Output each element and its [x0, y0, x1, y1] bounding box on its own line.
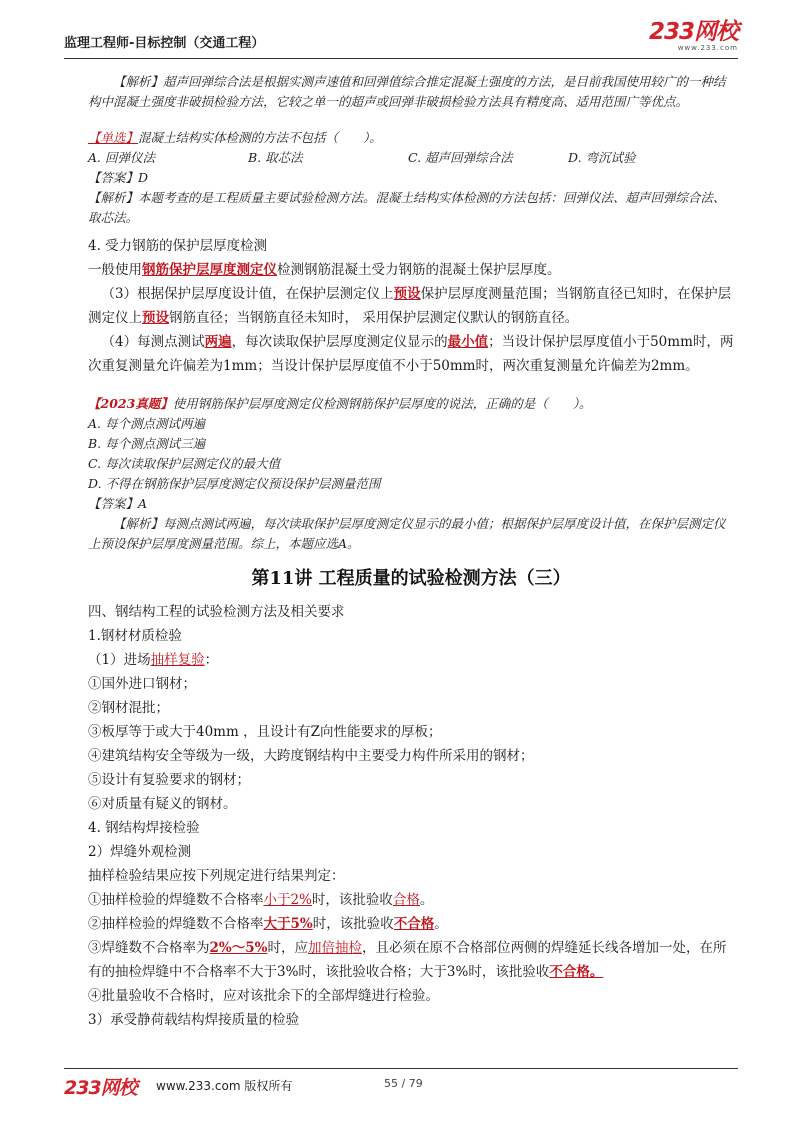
options-row: [88, 148, 734, 168]
highlight-term: 大于5%: [263, 916, 313, 932]
highlight-term: 预设: [142, 310, 169, 326]
option-d: D. 弯沉试验: [568, 150, 636, 165]
section-heading: 4. 受力钢筋的保护层厚度检测: [88, 238, 268, 254]
subsection-heading: 1.钢材材质检验: [88, 628, 182, 644]
highlight-term: 合格: [392, 892, 420, 908]
analysis-paragraph: 【解析】超声回弹综合法是根据实测声速值和回弹值综合推定混凝土强度的方法，是目前我国使用较广的一种结构中混凝土强度非破损检验方法，它较之单一的超声或回弹非破损检验方法具有精度高、适用范围广等优点。: [88, 74, 726, 109]
subsection-heading: 2）焊缝外观检测: [88, 844, 192, 860]
answer: 【答案】D: [88, 170, 149, 185]
highlight-term: 最小值: [447, 334, 489, 350]
paragraph: （1）进场抽样复验：: [88, 652, 219, 668]
option-a: A. 每个测点测试两遍: [88, 416, 205, 431]
logo-url: www.233.com: [677, 44, 738, 52]
logo-text: 233网校: [648, 19, 738, 45]
paragraph: 抽样检验结果应按下列规定进行结果判定：: [88, 868, 345, 884]
list-item: ③板厚等于或大于40mm ，且设计有Z向性能要求的厚板；: [88, 724, 442, 740]
highlight-term: 抽样复验: [150, 652, 205, 668]
analysis: 【解析】本题考查的是工程质量主要试验检测方法。混凝土结构实体检测的方法包括：回弹仪法、超声回弹综合法、取芯法。: [88, 190, 726, 225]
rule-item: ④批量验收不合格时，应对该批余下的全部焊缝进行检验。: [88, 988, 439, 1004]
subsection-heading: 3）承受静荷载结构焊接质量的检验: [88, 1012, 300, 1028]
subsection-heading: 4. 钢结构焊接检验: [88, 820, 200, 836]
highlight-term: 钢筋保护层厚度测定仪: [142, 262, 277, 278]
list-item: ①国外进口钢材；: [88, 676, 196, 692]
brand-logo: [649, 20, 738, 53]
question-tag: 【单选】: [88, 130, 139, 145]
question-single-choice: [88, 128, 734, 228]
footer-logo: 233网校: [64, 1077, 137, 1099]
analysis: 【解析】每测点测试两遍，每次读取保护层厚度测定仪显示的最小值；根据保护层厚度设计值，在保护层测定仪上预设保护层厚度测量范围。综上，本题应选A。: [88, 516, 726, 551]
question-stem: 混凝土结构实体检测的方法不包括（ ）。: [138, 130, 382, 145]
option-b: B. 每个测点测试三遍: [88, 436, 206, 451]
section-heading: 四、钢结构工程的试验检测方法及相关要求: [88, 604, 345, 620]
rule-item: ③焊缝数不合格率为2%～5%时，应加倍抽检，且必须在原不合格部位两侧的焊缝延长线各增加一处，在所有的抽检焊缝中不合格率不大于3%时，该批验收合格；大于3%时，该批验收不合格。: [88, 940, 727, 980]
page-header: [64, 20, 738, 59]
highlight-term: 不合格。: [549, 964, 604, 980]
highlight-term: 预设: [393, 286, 421, 302]
page-content: [88, 72, 734, 1032]
option-a: A. 回弹仪法: [88, 150, 155, 165]
option-c: C. 超声回弹综合法: [408, 150, 513, 165]
document-title: 监理工程师-目标控制（交通工程）: [64, 36, 265, 51]
rule-item: ②抽样检验的焊缝数不合格率大于5%时，该批验收不合格。: [88, 916, 448, 932]
paragraph: （4）每测点测试两遍，每次读取保护层厚度测定仪显示的最小值；当设计保护层厚度值小于50mm时，两次重复测量允许偏差为1mm；当设计保护层厚度值不小于50mm时，两次重复测量允许偏差为2mm。: [88, 334, 734, 374]
paragraph: 一般使用钢筋保护层厚度测定仪检测钢筋混凝土受力钢筋的混凝土保护层厚度。: [88, 262, 561, 278]
list-item: ⑥对质量有疑义的钢材。: [88, 796, 237, 812]
copyright-text: www.233.com 版权所有: [156, 1079, 293, 1093]
list-item: ④建筑结构安全等级为一级，大跨度钢结构中主要受力构件所采用的钢材；: [88, 748, 534, 764]
highlight-term: 小于2%: [263, 892, 312, 908]
highlight-term: 2%～5%: [209, 940, 268, 956]
answer: 【答案】A: [88, 496, 148, 511]
option-b: B. 取芯法: [248, 150, 303, 165]
paragraph: （3）根据保护层厚度设计值，在保护层测定仪上预设保护层厚度测量范围；当钢筋直径已知时，在保护层测定仪上预设钢筋直径；当钢筋直径未知时， 采用保护层测定仪默认的钢筋直径。: [88, 286, 732, 326]
question-exam: [88, 394, 734, 554]
rule-item: ①抽样检验的焊缝数不合格率小于2%时，该批验收合格。: [88, 892, 434, 908]
list-item: ②钢材混批；: [88, 700, 169, 716]
question-stem: 使用钢筋保护层厚度测定仪检测钢筋保护层厚度的说法，正确的是（ ）。: [172, 396, 592, 411]
lecture-title: 第11讲 工程质量的试验检测方法（三）: [251, 568, 571, 589]
option-c: C. 每次读取保护层测定仪的最大值: [88, 456, 281, 471]
list-item: ⑤设计有复验要求的钢材；: [88, 772, 250, 788]
option-d: D. 不得在钢筋保护层厚度测定仪预设保护层测量范围: [88, 476, 381, 491]
page-footer: [64, 1068, 738, 1099]
page-number: 55 / 79: [384, 1077, 423, 1090]
highlight-term: 两遍: [204, 334, 232, 350]
highlight-term: 不合格: [393, 916, 435, 932]
question-tag: 【2023真题】: [88, 396, 173, 411]
highlight-term: 加倍抽检: [307, 940, 362, 956]
